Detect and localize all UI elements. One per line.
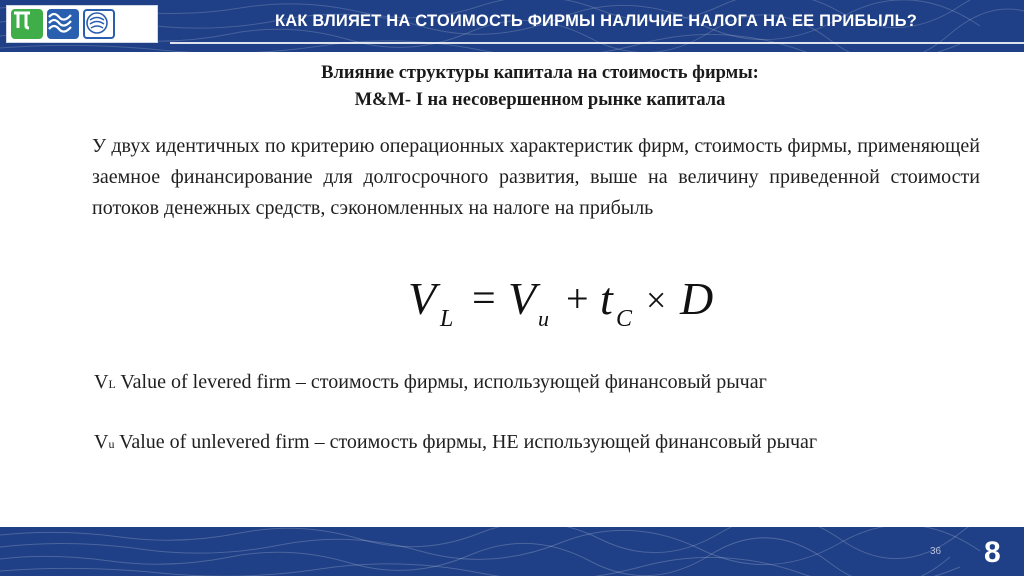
formula-plus: + [566, 276, 589, 321]
def-vu-subscript: u [108, 437, 115, 451]
definition-vl [94, 367, 982, 400]
formula-t: t [600, 273, 613, 324]
body-paragraph: У двух идентичных по критерию операционных характеристик фирм, стоимость фирмы, применяющей заемное финансирование для долгосрочного развития, выше на величину приведенной стоимости потоков денежных средств, сэкономленных на налоге на прибыль [92, 135, 980, 219]
page-title: КАК ВЛИЯЕТ НА СТОИМОСТЬ ФИРМЫ НАЛИЧИЕ НАЛОГА НА ЕЕ ПРИБЫЛЬ? [274, 12, 918, 30]
def-vu-text: Value of unlevered firm – стоимость фирмы, НЕ использующей финансовый рычаг [114, 431, 818, 453]
formula-vl: V [408, 273, 437, 324]
title-divider [170, 42, 1024, 44]
slide-subtitle [60, 60, 1020, 114]
formula-equals: = [472, 276, 496, 322]
formula-vu: V [508, 273, 537, 324]
logo-group [6, 5, 158, 43]
formula-times: × [646, 280, 667, 320]
formula-vl-sub: L [440, 306, 454, 332]
def-vl-text: Value of levered firm – стоимость фирмы, использующей финансовый рычаг [115, 371, 767, 393]
def-vu-symbol: V [94, 431, 109, 453]
subtitle-line-2: M&M- I на несовершенном рынке капитала [354, 90, 726, 110]
subtitle-line-1: Влияние структуры капитала на стоимость фирмы: [321, 63, 759, 83]
pi-letter-icon [11, 9, 43, 39]
def-vl-symbol: V [94, 371, 109, 393]
slide-number-small: 36 [930, 546, 942, 557]
def-vl-subscript: L [108, 377, 116, 391]
formula [400, 270, 760, 332]
footer-band [0, 527, 1024, 576]
formula-t-sub: C [616, 306, 633, 332]
footer-wave-pattern [0, 527, 1024, 576]
formula-vu-sub: u [538, 306, 549, 331]
page-number: 8 [984, 536, 1001, 569]
emblem-icon [83, 9, 115, 39]
definition-vu [94, 427, 982, 460]
wave-graph-icon [47, 9, 79, 39]
header-band [0, 0, 1024, 52]
formula-d: D [680, 273, 714, 324]
